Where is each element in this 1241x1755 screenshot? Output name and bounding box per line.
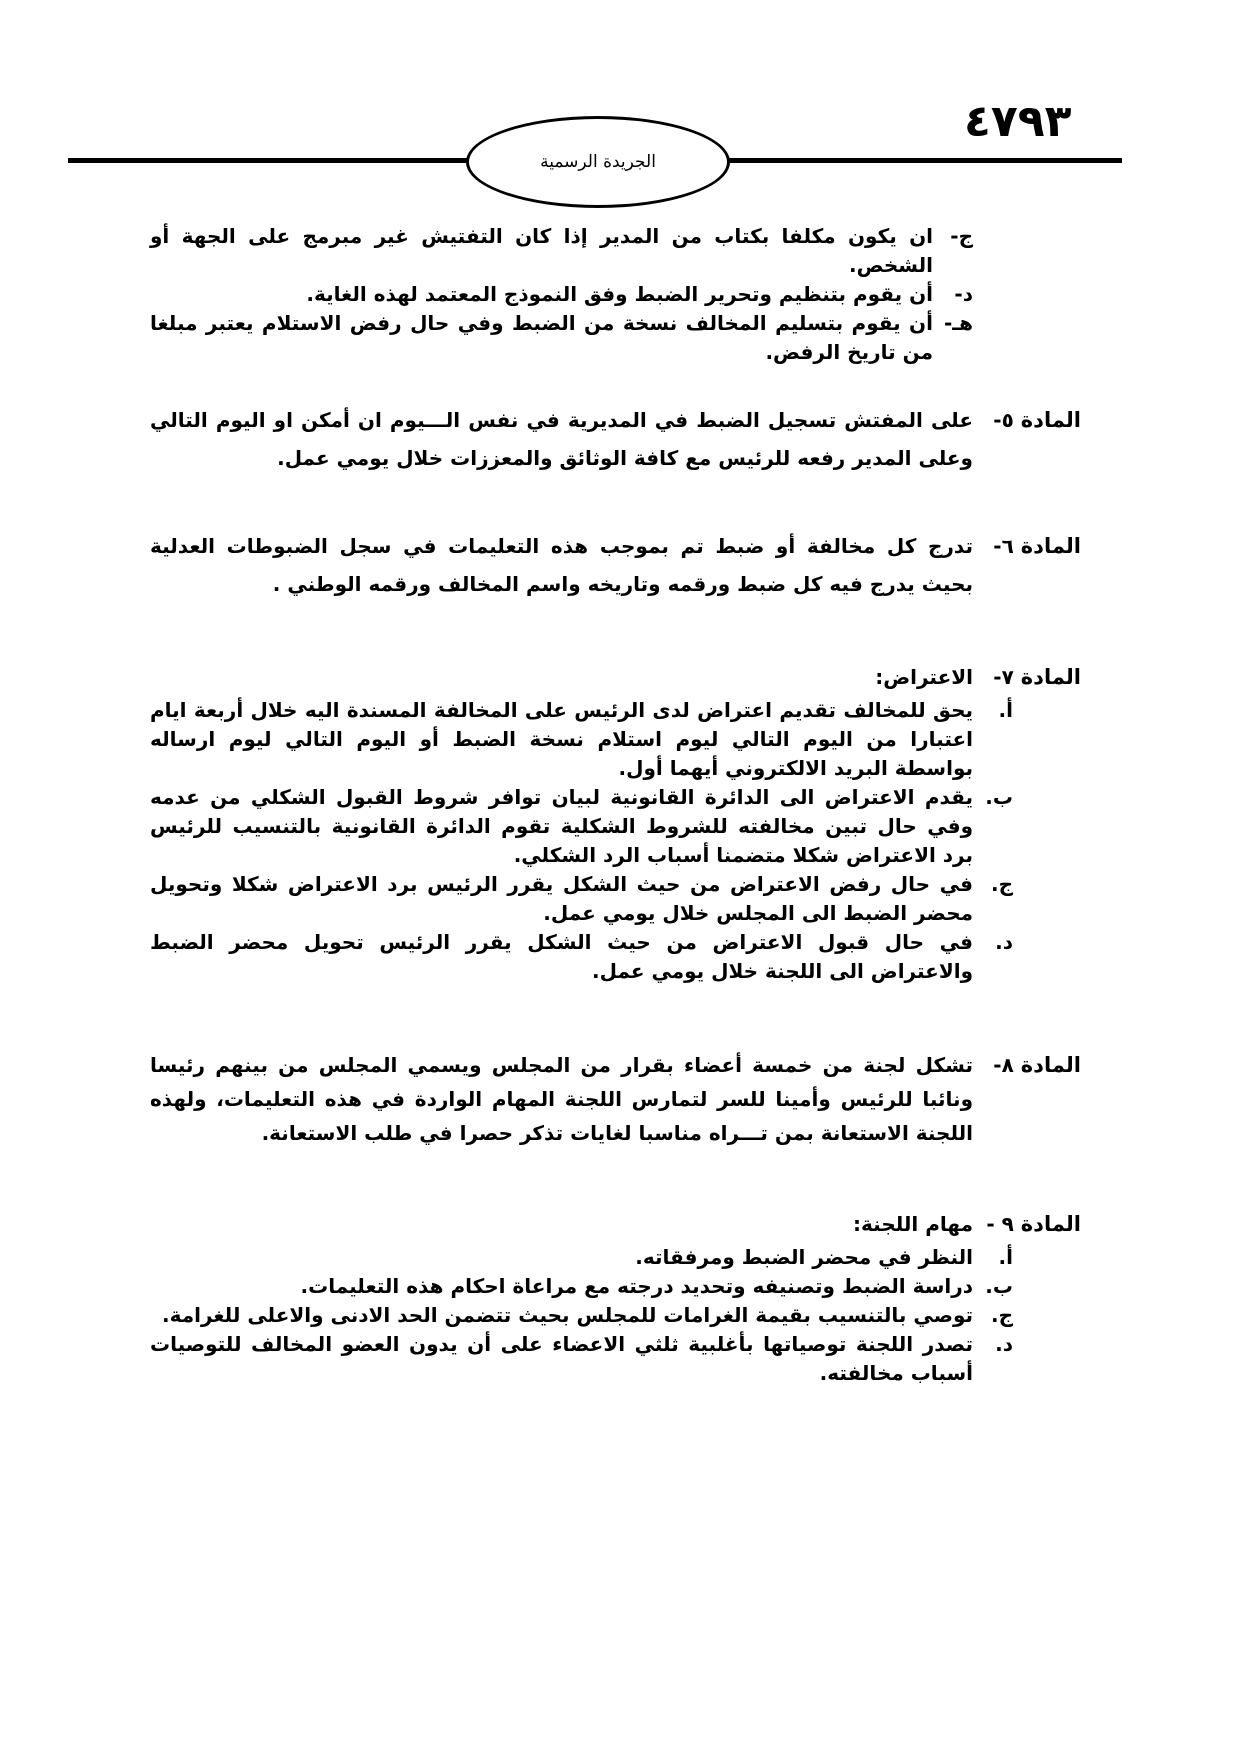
item-marker: د.	[995, 930, 1013, 954]
article-number: ٨-	[993, 1053, 1014, 1077]
article-number: ٧-	[993, 665, 1014, 689]
article-6	[150, 527, 1081, 603]
item-marker: ج-	[950, 224, 973, 248]
article-word: المادة	[1020, 1053, 1081, 1077]
list-item	[150, 222, 973, 280]
list-item	[150, 928, 1013, 986]
item-text: يحق للمخالف تقديم اعتراض لدى الرئيس على المخالفة المسندة اليه خلال أربعة ايام اعتبارا من اليوم التالي ليوم استلام نسخة الضبط أو اليوم التالي ليوم ارساله بواسطة البريد الالكتروني أيهما أول.	[150, 698, 973, 780]
article-label	[993, 401, 1081, 439]
list-item	[150, 1272, 1013, 1301]
item-text: في حال رفض الاعتراض من حيث الشكل يقرر الرئيس برد الاعتراض شكلا وتحويل محضر الضبط الى المجلس خلال يومي عمل.	[150, 872, 973, 925]
item-marker: أ.	[998, 698, 1013, 722]
article-8	[150, 1048, 1081, 1150]
item-text: يقدم الاعتراض الى الدائرة القانونية لبيان توافر شروط القبول الشكلي من عدمه وفي حال تبين مخالفته للشروط الشكلية تقوم الدائرة القانونية بالتنسيب للرئيس برد الاعتراض شكلا متضمنا أسباب الرد الشكلي.	[150, 785, 973, 867]
preceding-items	[150, 222, 973, 367]
item-marker: هـ-	[943, 311, 973, 335]
item-text: في حال قبول الاعتراض من حيث الشكل يقرر الرئيس تحويل محضر الضبط والاعتراض الى اللجنة خلال يومي عمل.	[150, 930, 973, 983]
item-text: دراسة الضبط وتصنيفه وتحديد درجته مع مراعاة احكام هذه التعليمات.	[300, 1274, 973, 1298]
article-word: المادة	[1020, 534, 1081, 558]
list-item	[150, 1243, 1013, 1272]
article-9	[150, 1210, 1081, 1388]
article-label	[993, 663, 1081, 692]
article-number: ٥-	[993, 408, 1014, 432]
list-item	[150, 280, 973, 309]
article-text: على المفتش تسجيل الضبط في المديرية في نفس الـــيوم ان أمكن او اليوم التالي وعلى المدير رفعه للرئيس مع كافة الوثائق والمعززات خلال يومي عمل.	[150, 408, 973, 470]
article-word: المادة	[1020, 1212, 1081, 1236]
article-number: ٩ -	[986, 1212, 1014, 1236]
gazette-title-oval	[466, 116, 730, 208]
item-text: أن يقوم بتنظيم وتحرير الضبط وفق النموذج المعتمد لهذه الغاية.	[306, 282, 933, 306]
item-marker: ج.	[990, 1303, 1013, 1327]
item-marker: ب.	[985, 1274, 1013, 1298]
article-label	[986, 1210, 1081, 1239]
item-marker: ب.	[985, 785, 1013, 809]
list-item	[150, 696, 1013, 783]
article-heading: الاعتراض:	[875, 665, 973, 689]
item-text: النظر في محضر الضبط ومرفقاته.	[635, 1245, 973, 1269]
article-heading: مهام اللجنة:	[853, 1212, 973, 1236]
article-items	[150, 1243, 1013, 1388]
article-text: تشكل لجنة من خمسة أعضاء بقرار من المجلس ويسمي المجلس من بينهم رئيسا ونائبا للرئيس وأمينا للسر لتمارس اللجنة المهام الواردة في هذه التعليمات، ولهذه اللجنة الاستعانة بمن تـــراه مناسبا لغايات تذكر حصرا في طلب الاستعانة.	[150, 1053, 973, 1145]
article-text: تدرج كل مخالفة أو ضبط تم بموجب هذه التعليمات في سجل الضبوطات العدلية بحيث يدرج فيه كل ضبط ورقمه وتاريخه واسم المخالف ورقمه الوطني .	[150, 534, 973, 596]
list-item	[150, 783, 1013, 870]
item-text: تصدر اللجنة توصياتها بأغلبية ثلثي الاعضاء على أن يدون العضو المخالف للتوصيات أسباب مخالفته.	[150, 1332, 973, 1385]
list-item	[150, 309, 973, 367]
article-label	[993, 1048, 1081, 1082]
article-word: المادة	[1020, 408, 1081, 432]
item-text: توصي بالتنسيب بقيمة الغرامات للمجلس بحيث تتضمن الحد الادنى والاعلى للغرامة.	[161, 1303, 973, 1327]
list-item	[150, 870, 1013, 928]
page-number: ٤٧٩٣	[964, 96, 1072, 147]
article-label	[993, 527, 1081, 565]
list-item	[150, 1330, 1013, 1388]
item-marker: د.	[995, 1332, 1013, 1356]
article-number: ٦-	[993, 534, 1014, 558]
article-items	[150, 696, 1013, 986]
article-7	[150, 663, 1081, 986]
item-marker: أ.	[998, 1245, 1013, 1269]
article-word: المادة	[1020, 665, 1081, 689]
item-text: ان يكون مكلفا بكتاب من المدير إذا كان التفتيش غير مبرمج على الجهة أو الشخص.	[150, 224, 933, 277]
article-5	[150, 401, 1081, 477]
item-text: أن يقوم بتسليم المخالف نسخة من الضبط وفي حال رفض الاستلام يعتبر مبلغا من تاريخ الرفض.	[150, 311, 933, 364]
list-item	[150, 1301, 1013, 1330]
item-marker: د-	[954, 282, 973, 306]
page-body	[150, 222, 1081, 1388]
item-marker: ج.	[990, 872, 1013, 896]
gazette-title: الجريدة الرسمية	[540, 152, 656, 172]
